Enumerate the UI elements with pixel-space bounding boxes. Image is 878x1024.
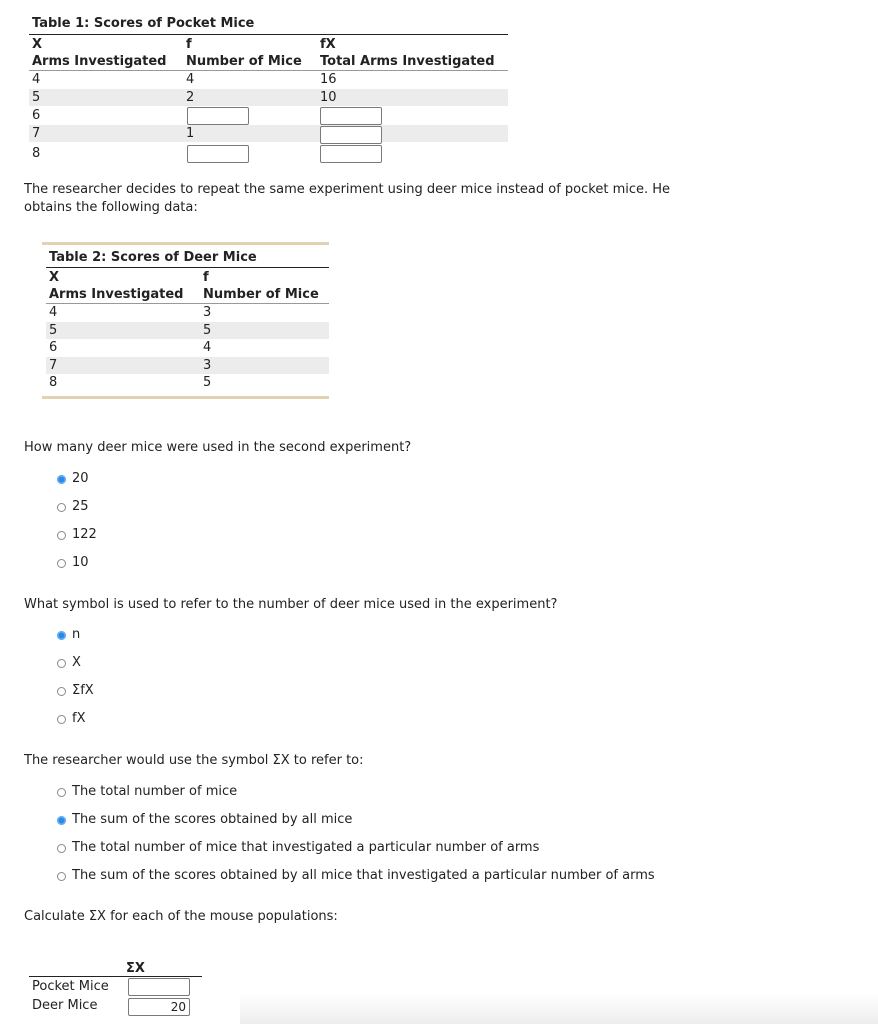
table-2-cell-x: 8 [49, 375, 58, 390]
table-1-input-fx-8[interactable] [320, 145, 382, 163]
q2-option-label[interactable]: X [72, 655, 81, 670]
table-2-symbol-x: X [49, 270, 60, 285]
table-2-row-stripe [46, 357, 329, 374]
sum-x-row-label-deer: Deer Mice [32, 998, 98, 1013]
table-2-cell-f: 4 [203, 340, 212, 355]
q3-option-label[interactable]: The sum of the scores obtained by all mice [72, 812, 353, 827]
question-4-prompt: Calculate ΣX for each of the mouse populations: [24, 909, 338, 924]
table-1-input-fx-6[interactable] [320, 107, 382, 125]
q1-option-label[interactable]: 10 [72, 555, 89, 570]
intro-text-line-1: The researcher decides to repeat the same experiment using deer mice instead of pocket mice. He [24, 182, 671, 197]
q1-option-radio[interactable] [57, 475, 66, 484]
table-1-cell-x: 7 [32, 126, 41, 141]
table-1-header-total: Total Arms Investigated [320, 54, 495, 69]
q1-option-label[interactable]: 25 [72, 499, 89, 514]
question-2-prompt: What symbol is used to refer to the number of deer mice used in the experiment? [24, 597, 558, 612]
q2-option-radio[interactable] [57, 687, 66, 696]
table-2-cell-x: 4 [49, 305, 58, 320]
q2-option-label[interactable]: fX [72, 711, 86, 726]
bottom-shadow [240, 994, 878, 1024]
q2-option-radio[interactable] [57, 715, 66, 724]
q2-option-radio[interactable] [57, 631, 66, 640]
q3-option-radio[interactable] [57, 872, 66, 881]
table-1-header-mice: Number of Mice [186, 54, 302, 69]
table-1-symbol-x: X [32, 37, 43, 52]
table-1-input-f-8[interactable] [187, 145, 249, 163]
sum-x-input-deer-mice[interactable]: 20 [128, 998, 190, 1016]
q3-option-label[interactable]: The total number of mice [72, 784, 238, 799]
table-1-title: Table 1: Scores of Pocket Mice [32, 16, 255, 31]
sum-x-column-header: ΣX [126, 961, 145, 976]
table-1-row-stripe [29, 89, 508, 106]
sum-x-row-label-pocket: Pocket Mice [32, 979, 109, 994]
table-1-cell-x: 5 [32, 90, 41, 105]
q3-option-label[interactable]: The total number of mice that investigated a particular number of arms [72, 840, 540, 855]
table-2-cell-f: 3 [203, 305, 212, 320]
table-2-row-stripe [46, 322, 329, 339]
table-1-cell-fx: 10 [320, 90, 337, 105]
table-2-title: Table 2: Scores of Deer Mice [49, 250, 257, 265]
q2-option-radio[interactable] [57, 659, 66, 668]
table-2-cell-f: 5 [203, 323, 212, 338]
table-2-top-border [42, 242, 329, 245]
table-2-cell-x: 7 [49, 358, 58, 373]
table-1-input-f-6[interactable] [187, 107, 249, 125]
table-1-header-arms: Arms Investigated [32, 54, 167, 69]
q3-option-radio[interactable] [57, 816, 66, 825]
table-1-header-rule [29, 70, 508, 71]
table-1-cell-x: 8 [32, 146, 41, 161]
q2-option-label[interactable]: ΣfX [72, 683, 94, 698]
q3-option-radio[interactable] [57, 844, 66, 853]
table-2-header-mice: Number of Mice [203, 287, 319, 302]
table-1-cell-fx: 16 [320, 72, 337, 87]
table-2-cell-x: 6 [49, 340, 58, 355]
table-2-header-arms: Arms Investigated [49, 287, 184, 302]
table-1-input-fx-7[interactable] [320, 126, 382, 144]
q1-option-radio[interactable] [57, 503, 66, 512]
table-2-header-rule [46, 303, 329, 304]
sum-x-input-pocket-mice[interactable] [128, 978, 190, 996]
sum-x-table-rule [29, 976, 202, 977]
table-2-cell-f: 3 [203, 358, 212, 373]
table-1-row-stripe [29, 125, 508, 142]
question-3-prompt: The researcher would use the symbol ΣX to refer to: [24, 753, 364, 768]
table-2-cell-f: 5 [203, 375, 212, 390]
q3-option-radio[interactable] [57, 788, 66, 797]
q1-option-label[interactable]: 122 [72, 527, 97, 542]
table-1-cell-x: 4 [32, 72, 41, 87]
table-1-cell-f: 4 [186, 72, 195, 87]
q2-option-label[interactable]: n [72, 627, 81, 642]
table-1-top-rule [29, 34, 508, 35]
intro-text-line-2: obtains the following data: [24, 200, 198, 215]
table-1-cell-x: 6 [32, 108, 41, 123]
table-2-symbol-f: f [203, 270, 209, 285]
q1-option-radio[interactable] [57, 559, 66, 568]
table-1-cell-f: 1 [186, 126, 195, 141]
q1-option-radio[interactable] [57, 531, 66, 540]
table-2-bottom-border [42, 396, 329, 399]
table-1-symbol-fx: fX [320, 37, 336, 52]
table-2-top-rule [46, 267, 329, 268]
table-1-symbol-f: f [186, 37, 192, 52]
question-1-prompt: How many deer mice were used in the second experiment? [24, 440, 412, 455]
q1-option-label[interactable]: 20 [72, 471, 89, 486]
q3-option-label[interactable]: The sum of the scores obtained by all mice that investigated a particular number of arms [72, 868, 655, 883]
table-2-cell-x: 5 [49, 323, 58, 338]
table-1-cell-f: 2 [186, 90, 195, 105]
